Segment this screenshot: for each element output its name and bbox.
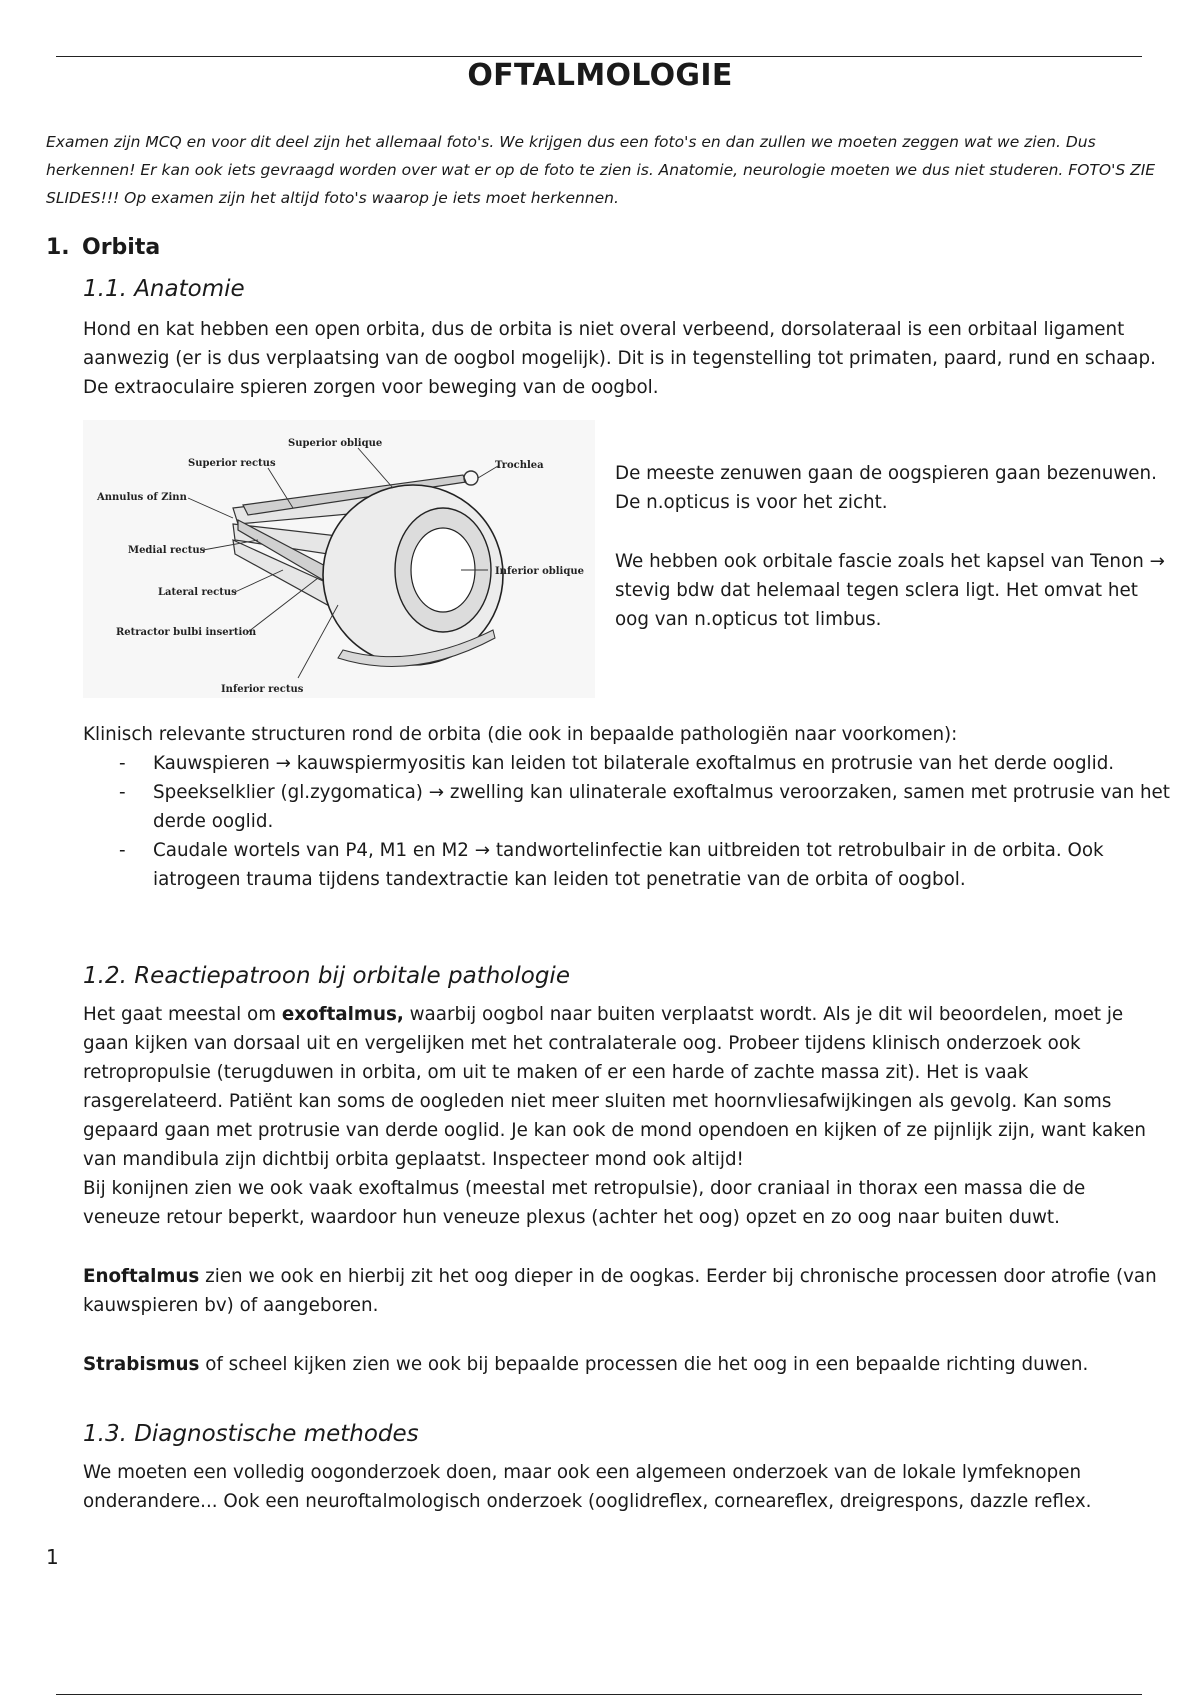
strabismus-text: of scheel kijken zien we ook bij bepaalde processen die het oog in een bepaalde richting duwen. <box>199 1354 1089 1375</box>
diagnostische-paragraph: We moeten een volledig oogonderzoek doen, maar ook een algemeen onderzoek van de lokale lymfeknopen onderandere... Ook een neuroftalmologisch onderzoek (ooglidreflex, corneareflex, dreigrespons, dazzle reflex. <box>83 1462 1092 1512</box>
section-1-title: Orbita <box>82 235 161 260</box>
eye-muscles-figure <box>83 420 595 698</box>
enoftalmus-paragraph <box>83 1262 1168 1320</box>
label-inferior-rectus: Inferior rectus <box>221 684 304 695</box>
strabismus-term: Strabismus <box>83 1354 200 1375</box>
subsection-1-1-title: 1.1. Anatomie <box>83 276 245 302</box>
page-title: OFTALMOLOGIE <box>467 58 733 93</box>
strabismus-paragraph <box>83 1350 1168 1379</box>
p1-rest: waarbij oogbol naar buiten verplaatst wordt. Als je dit wil beoordelen, moet je gaan kijken van dorsaal uit en vergelijken met het contralaterale oog. Probeer tijdens klinisch onderzoek ook retropropulsie (terugduwen in orbita, om uit te maken of er een harde of zachte massa zit). Het is vaak rasgerelateerd. Patiënt kan soms de oogleden niet meer sluiten met hoornvliesafwijkingen als gevolg. Kan soms gepaard gaan met protrusie van derde ooglid. Je kan ook de mond opendoen en kijken of ze pijnlijk zijn, want kaken van mandibula zijn dichtbij orbita geplaatst. Inspecteer mond ook altijd! <box>83 1004 1146 1170</box>
section-1-number: 1. <box>46 235 70 260</box>
clinical-bullet-list <box>83 749 1173 894</box>
page-number: 1 <box>46 1545 59 1569</box>
label-lateral-rectus: Lateral rectus <box>158 587 237 598</box>
label-annulus: Annulus of Zinn <box>97 492 187 503</box>
label-inferior-oblique: Inferior oblique <box>495 566 584 577</box>
list-item <box>83 836 1173 894</box>
reactiepatroon-paragraph-1 <box>83 1000 1168 1174</box>
exoftalmus-term: exoftalmus, <box>281 1004 404 1025</box>
label-superior-rectus: Superior rectus <box>188 458 276 469</box>
bullet-dash: - <box>119 782 126 803</box>
bullet-dash: - <box>119 753 126 774</box>
label-medial-rectus: Medial rectus <box>128 545 206 556</box>
subsection-1-3-title: 1.3. Diagnostische methodes <box>83 1421 419 1447</box>
section-1-heading <box>46 235 160 260</box>
list-item <box>83 749 1173 778</box>
p1-prefix: Het gaat meestal om <box>83 1004 282 1025</box>
subsection-1-2-title: 1.2. Reactiepatroon bij orbitale pathologie <box>83 963 570 989</box>
intro-text: Examen zijn MCQ en voor dit deel zijn het allemaal foto's. We krijgen dus een foto's en dan zullen we moeten zeggen wat we zien. Dus herkennen! Er kan ook iets gevraagd worden over wat er op de foto te zien is. Anatomie, neurologie moeten we dus niet studeren. FOTO'S ZIE SLIDES!!! Op examen zijn het altijd foto's waarop je iets moet herkennen. <box>46 133 1156 207</box>
bullet-dash: - <box>119 840 126 861</box>
label-retractor: Retractor bulbi insertion <box>116 627 257 638</box>
figure-side-text-2: We hebben ook orbitale fascie zoals het kapsel van Tenon → stevig bdw dat helemaal tegen sclera ligt. Het omvat het oog van n.opticus tot limbus. <box>615 551 1165 630</box>
bullet-text: Speekselklier (gl.zygomatica) → zwelling kan ulinaterale exoftalmus veroorzaken, samen met protrusie van het derde ooglid. <box>153 782 1170 832</box>
figure-side-text-1: De meeste zenuwen gaan de oogspieren gaan bezenuwen. De n.opticus is voor het zicht. <box>615 463 1157 513</box>
clinical-intro: Klinisch relevante structuren rond de orbita (die ook in bepaalde pathologiën naar voorkomen): <box>83 724 958 745</box>
label-superior-oblique: Superior oblique <box>288 438 383 449</box>
enoftalmus-term: Enoftalmus <box>83 1266 200 1287</box>
anatomie-paragraph: Hond en kat hebben een open orbita, dus de orbita is niet overal verbeend, dorsolateraal is een orbitaal ligament aanwezig (er is dus verplaatsing van de oogbol mogelijk). Dit is in tegenstelling tot primaten, paard, rund en schaap. De extraoculaire spieren zorgen voor beweging van de oogbol. <box>83 319 1156 398</box>
label-trochlea: Trochlea <box>495 460 544 471</box>
reactiepatroon-paragraph-2: Bij konijnen zien we ook vaak exoftalmus (meestal met retropulsie), door craniaal in thorax een massa die de veneuze retour beperkt, waardoor hun veneuze plexus (achter het oog) opzet en zo oog naar buiten duwt. <box>83 1178 1086 1228</box>
bullet-text: Kauwspieren → kauwspiermyositis kan leiden tot bilaterale exoftalmus en protrusie van het derde ooglid. <box>153 753 1115 774</box>
bottom-rule <box>56 1694 1142 1695</box>
list-item <box>83 778 1173 836</box>
top-rule <box>56 56 1142 57</box>
bullet-text: Caudale wortels van P4, M1 en M2 → tandwortelinfectie kan uitbreiden tot retrobulbair in de orbita. Ook iatrogeen trauma tijdens tandextractie kan leiden tot penetratie van de orbita of oogbol. <box>153 840 1104 890</box>
enoftalmus-text: zien we ook en hierbij zit het oog dieper in de oogkas. Eerder bij chronische processen door atrofie (van kauwspieren bv) of aangeboren. <box>83 1266 1157 1316</box>
